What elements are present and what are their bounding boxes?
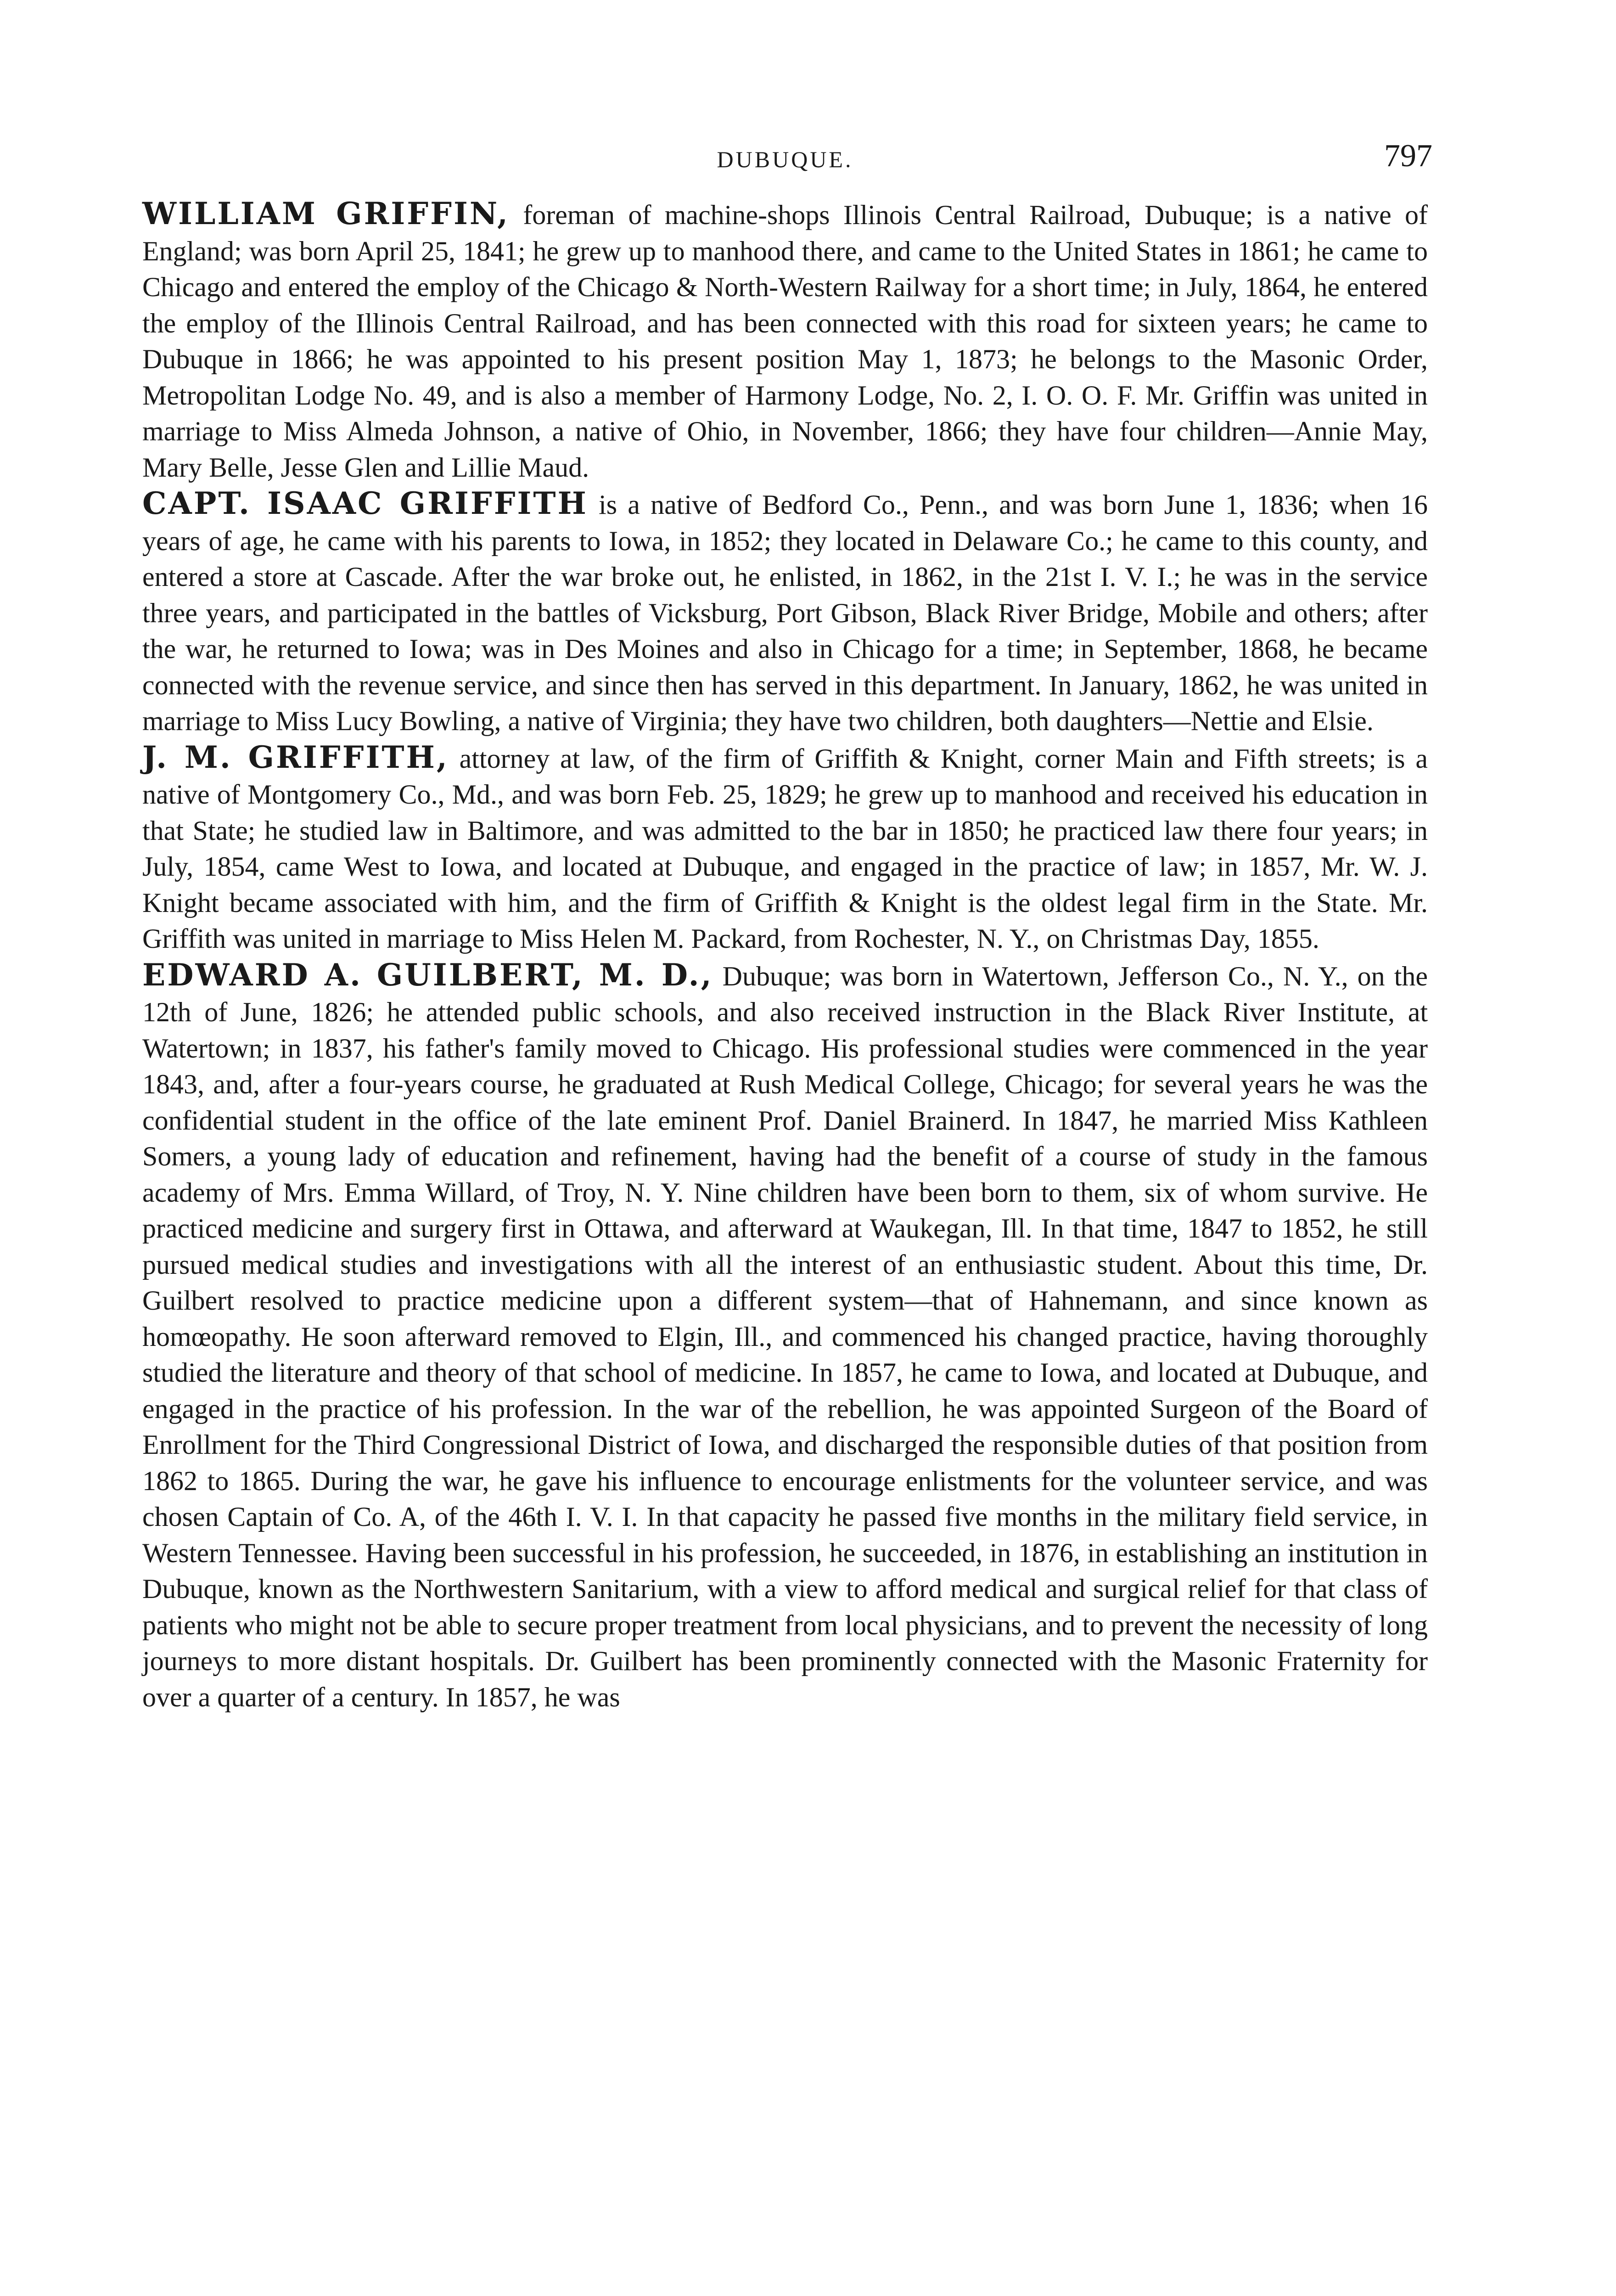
page-number: 797	[1384, 138, 1432, 174]
entry-name: EDWARD A. GUILBERT, M. D.,	[142, 957, 713, 993]
entry-name: WILLIAM GRIFFIN,	[142, 196, 510, 231]
biography-entry-isaac-griffith	[142, 485, 1428, 739]
biography-entry-edward-guilbert	[142, 957, 1428, 1716]
entry-name: CAPT. ISAAC GRIFFITH	[142, 485, 588, 521]
entry-name: J. M. GRIFFITH,	[142, 739, 449, 775]
running-title: DUBUQUE.	[717, 146, 853, 172]
entry-text: Dubuque; was born in Watertown, Jefferson Co., N. Y., on the 12th of June, 1826; he attended public schools, and also received instruction in the Black River Institute, at Watertown; in 1837, his father's family moved to Chicago. His professional studies were commenced in the year 1843, and, after a four-years course, he graduated at Rush Medical College, Chicago; for several years he was the confidential student in the office of the late eminent Prof. Daniel Brainerd. In 1847, he married Miss Kathleen Somers, a young lady of education and refinement, having had the benefit of a course of study in the famous academy of Mrs. Emma Willard, of Troy, N. Y. Nine children have been born to them, six of whom survive. He practiced medicine and surgery first in Ottawa, and afterward at Waukegan, Ill. In that time, 1847 to 1852, he still pursued medical studies and investigations with all the interest of an enthusiastic student. About this time, Dr. Guilbert resolved to practice medicine upon a different system—that of Hahnemann, and since known as homœopathy. He soon afterward removed to Elgin, Ill., and commenced his changed practice, having thoroughly studied the literature and theory of that school of medicine. In 1857, he came to Iowa, and located at Dubuque, and engaged in the practice of his profession. In the war of the rebellion, he was appointed Surgeon of the Board of Enrollment for the Third Congressional District of Iowa, and discharged the responsible duties of that position from 1862 to 1865. During the war, he gave his influence to encourage enlistments for the volunteer service, and was chosen Captain of Co. A, of the 46th I. V. I. In that capacity he passed five months in the military field service, in Western Tennessee. Having been successful in his profession, he succeeded, in 1876, in establishing an institution in Dubuque, known as the Northwestern Sanitarium, with a view to afford medical and surgical relief for that class of patients who might not be able to secure proper treatment from local physicians, and to prevent the necessity of long journeys to more distant hospitals. Dr. Guilbert has been prominently connected with the Masonic Fraternity for over a quarter of a century. In 1857, he was	[142, 961, 1428, 1712]
entry-text: attorney at law, of the firm of Griffith & Knight, corner Main and Fifth streets; is a native of Montgomery Co., Md., and was born Feb. 25, 1829; he grew up to manhood and received his education in that State; he studied law in Baltimore, and was admitted to the bar in 1850; he practiced law there four years; in July, 1854, came West to Iowa, and located at Dubuque, and engaged in the practice of law; in 1857, Mr. W. J. Knight became associated with him, and the firm of Griffith & Knight is the oldest legal firm in the State. Mr. Griffith was united in marriage to Miss Helen M. Packard, from Rochester, N. Y., on Christmas Day, 1855.	[142, 743, 1428, 954]
biography-column	[142, 196, 1428, 1715]
biography-entry-william-griffin	[142, 196, 1428, 485]
entry-text: foreman of machine-shops Illinois Central Railroad, Dubuque; is a native of England; was born April 25, 1841; he grew up to manhood there, and came to the United States in 1861; he came to Chicago and entered the employ of the Chicago & North-Western Railway for a short time; in July, 1864, he entered the employ of the Illinois Central Railroad, and has been connected with this road for sixteen years; he came to Dubuque in 1866; he was appointed to his present position May 1, 1873; he belongs to the Masonic Order, Metropolitan Lodge No. 49, and is also a member of Harmony Lodge, No. 2, I. O. O. F. Mr. Griffin was united in marriage to Miss Almeda Johnson, a native of Ohio, in November, 1866; they have four children—Annie May, Mary Belle, Jesse Glen and Lillie Maud.	[142, 200, 1428, 483]
running-head	[142, 138, 1432, 193]
entry-text: is a native of Bedford Co., Penn., and was born June 1, 1836; when 16 years of age, he came with his parents to Iowa, in 1852; they located in Delaware Co.; he came to this county, and entered a store at Cascade. After the war broke out, he enlisted, in 1862, in the 21st I. V. I.; he was in the service three years, and participated in the battles of Vicksburg, Port Gibson, Black River Bridge, Mobile and others; after the war, he returned to Iowa; was in Des Moines and also in Chicago for a time; in September, 1868, he became connected with the revenue service, and since then has served in this department. In January, 1862, he was united in marriage to Miss Lucy Bowling, a native of Virginia; they have two children, both daughters—Nettie and Elsie.	[142, 490, 1428, 736]
document-page	[142, 138, 1432, 2296]
biography-entry-j-m-griffith	[142, 739, 1428, 957]
